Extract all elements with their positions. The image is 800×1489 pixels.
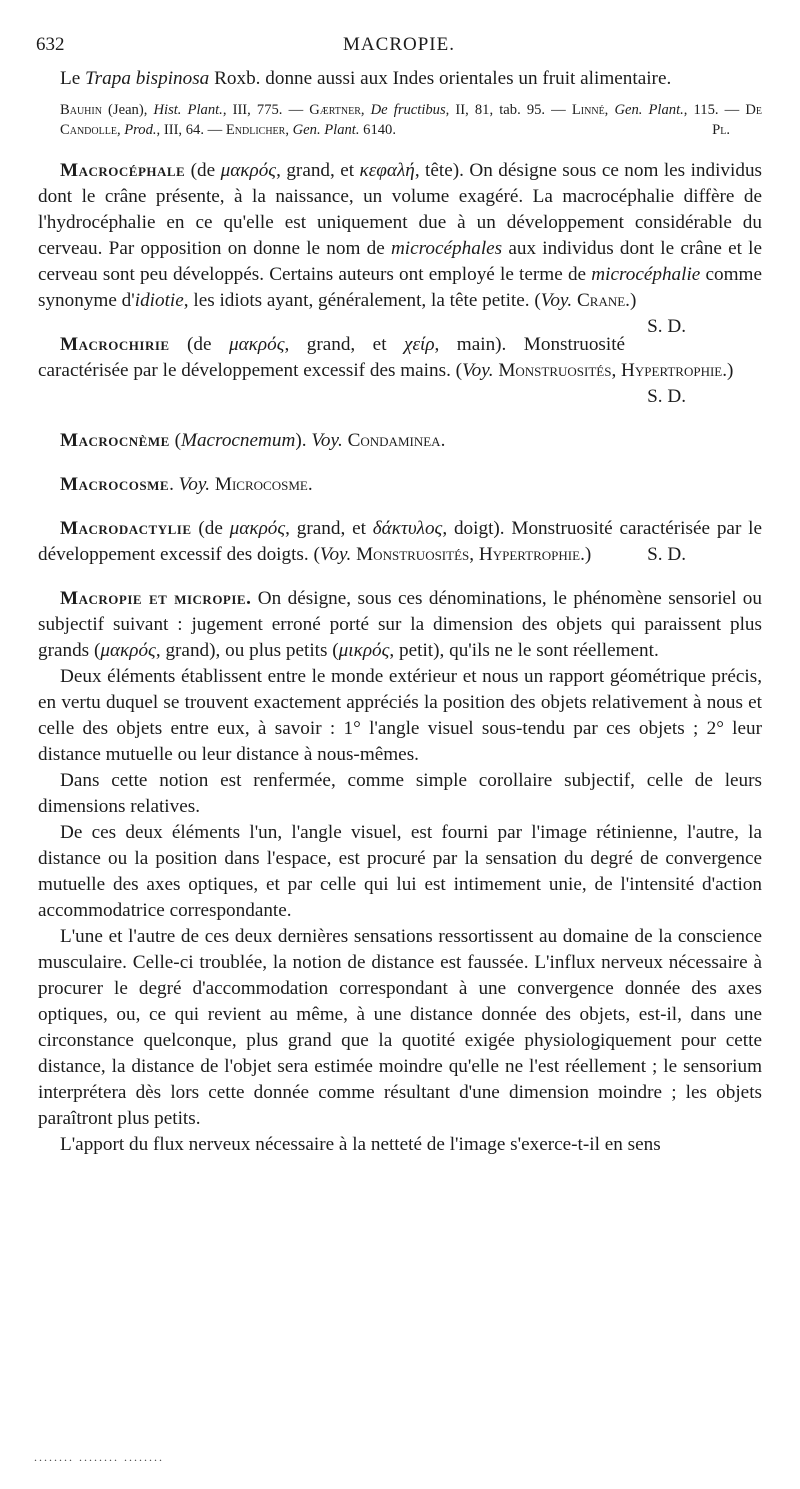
page-number: 632 <box>36 34 65 55</box>
trapa-paragraph: Le Trapa bispinosa Roxb. donne aussi aux Indes orientales un fruit alimentaire. <box>60 68 672 89</box>
macropie-paragraph-5: L'une et l'autre de ces deux dernières sensations ressortissent au domaine de la conscience musculaire. Celle-ci troublée, la notion de distance est faussée. L'influx nerveux nécessaire à procurer le degré d'accommodation correspondant à une convergence donnée des axes optiques, ou, ce qui revient au même, à une distance donnée des objets, est-il, dans une circonstance quelconque, plus grand que la quotité exigée physiologiquement pour cette distance, la distance de l'objet sera estimée moindre qu'elle ne l'est réellement ; le sensorium interprétera dès lors cette donnée comme résultant d'une dimension moindre ; les objets paraîtront plus petits. <box>38 926 762 1129</box>
entry-macrocephale: Macrocéphale (de μακρός, grand, et κεφαλή, tête). On désigne sous ce nom les individus dont le crâne présente, à la naissance, un volume exagéré. La macrocéphalie diffère de l'hydrocéphalie en ce qu'elle est uniquement due à un développement considérable du cerveau. Par opposition on donne le nom de microcéphales aux individus dont le crâne et le cerveau sont peu développés. Certains auteurs ont employé le terme de microcéphalie comme synonyme d'idiotie, les idiots ayant, généralement, la tête petite. (Voy. Crane.) S. D. <box>38 158 762 314</box>
cross-reference: Hypertrophie <box>478 544 581 565</box>
cross-reference: Monstruosités <box>356 544 470 565</box>
cross-reference: Microcosme <box>214 474 308 495</box>
cross-reference: Monstruosités <box>498 360 612 381</box>
headword: Macrochirie <box>60 334 170 355</box>
macropie-paragraph-6: L'apport du flux nerveux nécessaire à la netteté de l'image s'exerce-t-il en sens <box>60 1134 661 1155</box>
bibliography: Bauhin (Jean), Hist. Plant., III, 775. — Gærtner, De fructibus, II, 81, tab. 95. — Linné, Gen. Plant., 115. — De Candolle, Prod., III, 64. — Endlicher, Gen. Plant. 6140. Pl. <box>60 102 762 138</box>
page-header <box>36 34 762 58</box>
species-name: Trapa bispinosa <box>85 68 210 89</box>
cross-reference: Condaminea <box>347 430 441 451</box>
author-signature: S. D. <box>647 386 686 407</box>
headword: Macrocosme <box>60 474 170 495</box>
entry-macrochirie: Macrochirie (de μακρός, grand, et χείρ, main). Monstruosité caractérisée par le développement excessif des mains. (Voy. Monstruosités, Hypertrophie.) S. D. <box>38 332 762 410</box>
author-signature: Pl. <box>712 122 730 138</box>
headword: Macrocnème <box>60 430 170 451</box>
page-body <box>38 66 762 1158</box>
entry-macrocosme: Macrocosme. Voy. Microcosme. <box>60 474 313 495</box>
entry-macropie: Macropie et micropie. On désigne, sous ces dénominations, le phénomène sensoriel ou subjectif suivant : jugement erroné porté sur la dimension des objets qui paraissent plus grands (μακρός, grand), ou plus petits (μικρός, petit), qu'ils ne le sont réellement. <box>38 588 762 661</box>
headword: Macropie et micropie. <box>60 588 252 609</box>
author-signature: S. D. <box>647 544 686 565</box>
footer-dots: ........ ........ ........ <box>34 1450 164 1464</box>
headword: Macrocéphale <box>60 160 186 181</box>
entry-macrodactylie: Macrodactylie (de μακρός, grand, et δάκτυλος, doigt). Monstruosité caractérisée par le développement excessif des doigts. (Voy. Monstruosités, Hypertrophie.) S. D. <box>38 516 762 568</box>
headword: Macrodactylie <box>60 518 192 539</box>
macropie-paragraph-3: Dans cette notion est renfermée, comme simple corollaire subjectif, celle de leurs dimensions relatives. <box>38 770 762 817</box>
author-signature: S. D. <box>647 316 686 337</box>
entry-macrocneme: Macrocnème (Macrocnemum). Voy. Condaminea. <box>60 430 446 451</box>
cross-reference: Crane <box>576 290 626 311</box>
macropie-paragraph-4: De ces deux éléments l'un, l'angle visuel, est fourni par l'image rétinienne, l'autre, la distance ou la position dans l'espace, est procuré par la sensation du degré de convergence mutuelle des axes optiques, et par celle qui lui est intimement unie, de l'intensité d'action accommodatrice correspondante. <box>38 822 762 921</box>
cross-reference: Hypertrophie <box>621 360 723 381</box>
running-title: MACROPIE. <box>343 34 455 55</box>
macropie-paragraph-2: Deux éléments établissent entre le monde extérieur et nous un rapport géométrique précis, en vertu duquel se trouvent exactement appréciés la position des objets relativement à nous et celle des objets entre eux, à savoir : 1° l'angle visuel sous-tendu par ces objets ; 2° leur distance mutuelle ou leur distance à nous-mêmes. <box>38 666 762 765</box>
